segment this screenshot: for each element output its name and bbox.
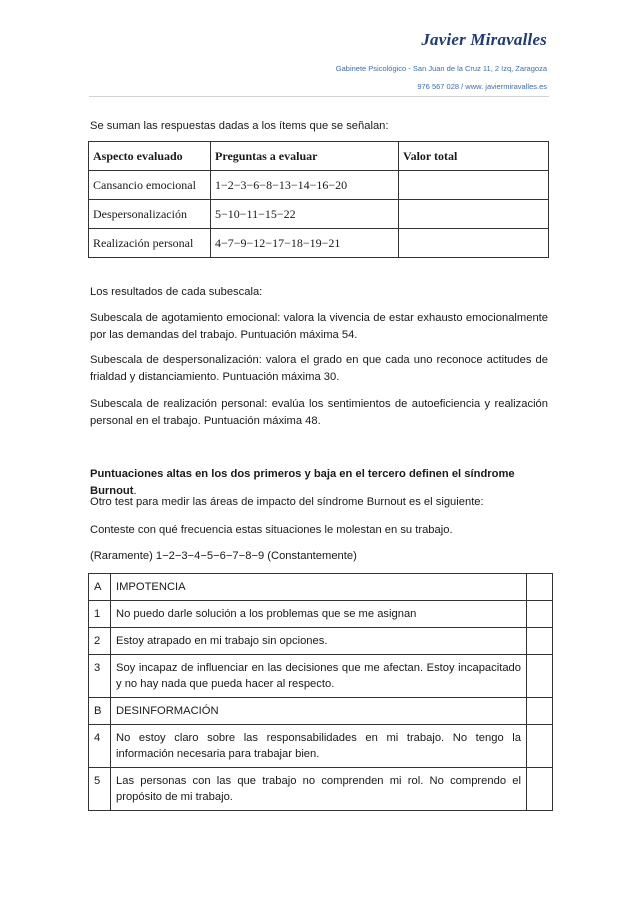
- question-row: [89, 768, 553, 811]
- answer-cell[interactable]: [527, 601, 553, 628]
- question-row: [89, 655, 553, 698]
- office-address: Gabinete Psicológico - San Juan de la Cruz 11, 2 Izq, Zaragoza: [335, 64, 547, 73]
- author-name: Javier Miravalles: [421, 30, 547, 49]
- row-text: DESINFORMACIÓN: [111, 698, 527, 725]
- column-header: Preguntas a evaluar: [211, 142, 399, 171]
- question-row: [89, 601, 553, 628]
- column-header: Valor total: [399, 142, 549, 171]
- row-text: Las personas con las que trabajo no comprenden mi rol. No comprendo el propósito de mi trabajo.: [111, 768, 527, 811]
- question-row: [89, 628, 553, 655]
- intro-text: Se suman las respuestas dadas a los ítems que se señalan:: [90, 120, 389, 132]
- column-header: Aspecto evaluado: [89, 142, 211, 171]
- subscale-depersonalization: Subescala de despersonalización: valora el grado en que cada uno reconoce actitudes de frialdad y distanciamiento. Puntuación máxima 30.: [90, 354, 548, 383]
- row-text: No estoy claro sobre las responsabilidades en mi trabajo. No tengo la información necesaria para trabajar bien.: [111, 725, 527, 768]
- answer-cell[interactable]: [527, 698, 553, 725]
- row-number: 4: [89, 725, 111, 768]
- burnout-conclusion-end: .: [133, 485, 137, 497]
- items-cell: 5−10−11−15−22: [211, 200, 399, 229]
- other-test-text: Otro test para medir las áreas de impacto del síndrome Burnout es el siguiente:: [90, 496, 484, 508]
- row-number: 5: [89, 768, 111, 811]
- scoring-table: [88, 141, 549, 258]
- row-text: No puedo darle solución a los problemas que se me asignan: [111, 601, 527, 628]
- answer-cell[interactable]: [527, 628, 553, 655]
- subscale-realization: Subescala de realización personal: evalúa los sentimientos de autoeficiencia y realización personal en el trabajo. Puntuación máxima 48.: [90, 398, 548, 427]
- items-cell: 1−2−3−6−8−13−14−16−20: [211, 171, 399, 200]
- aspect-cell: Realización personal: [89, 229, 211, 258]
- burnout-conclusion-bold: Puntuaciones altas en los dos primeros y baja en el tercero definen el síndrome Burnout: [90, 468, 515, 497]
- frequency-scale: (Raramente) 1−2−3−4−5−6−7−8−9 (Constantemente): [90, 550, 357, 562]
- row-number: A: [89, 574, 111, 601]
- subscale-emotional: Subescala de agotamiento emocional: valora la vivencia de estar exhausto emocionalmente por las demandas del trabajo. Puntuación máxima 54.: [90, 312, 548, 341]
- instruction-text: Conteste con qué frecuencia estas situaciones le molestan en su trabajo.: [90, 524, 453, 536]
- aspect-cell: Cansancio emocional: [89, 171, 211, 200]
- total-cell[interactable]: [399, 229, 549, 258]
- items-cell: 4−7−9−12−17−18−19−21: [211, 229, 399, 258]
- row-text: Soy incapaz de influenciar en las decisiones que me afectan. Estoy incapacitado y no hay nada que pueda hacer al respecto.: [111, 655, 527, 698]
- section-row: [89, 574, 553, 601]
- header-divider: [89, 96, 549, 97]
- row-number: 2: [89, 628, 111, 655]
- total-cell[interactable]: [399, 200, 549, 229]
- contact-info[interactable]: 976 567 028 / www. javiermiravalles.es: [417, 82, 547, 91]
- row-number: 1: [89, 601, 111, 628]
- row-number: B: [89, 698, 111, 725]
- table-row: [89, 229, 549, 258]
- row-number: 3: [89, 655, 111, 698]
- row-text: Estoy atrapado en mi trabajo sin opciones.: [111, 628, 527, 655]
- answer-cell[interactable]: [527, 655, 553, 698]
- answer-cell[interactable]: [527, 768, 553, 811]
- table-header-row: [89, 142, 549, 171]
- impact-questionnaire-table: [88, 573, 553, 811]
- table-row: [89, 200, 549, 229]
- total-cell[interactable]: [399, 171, 549, 200]
- row-text: IMPOTENCIA: [111, 574, 527, 601]
- answer-cell[interactable]: [527, 574, 553, 601]
- table-row: [89, 171, 549, 200]
- aspect-cell: Despersonalización: [89, 200, 211, 229]
- results-title: Los resultados de cada subescala:: [90, 286, 263, 298]
- question-row: [89, 725, 553, 768]
- answer-cell[interactable]: [527, 725, 553, 768]
- section-row: [89, 698, 553, 725]
